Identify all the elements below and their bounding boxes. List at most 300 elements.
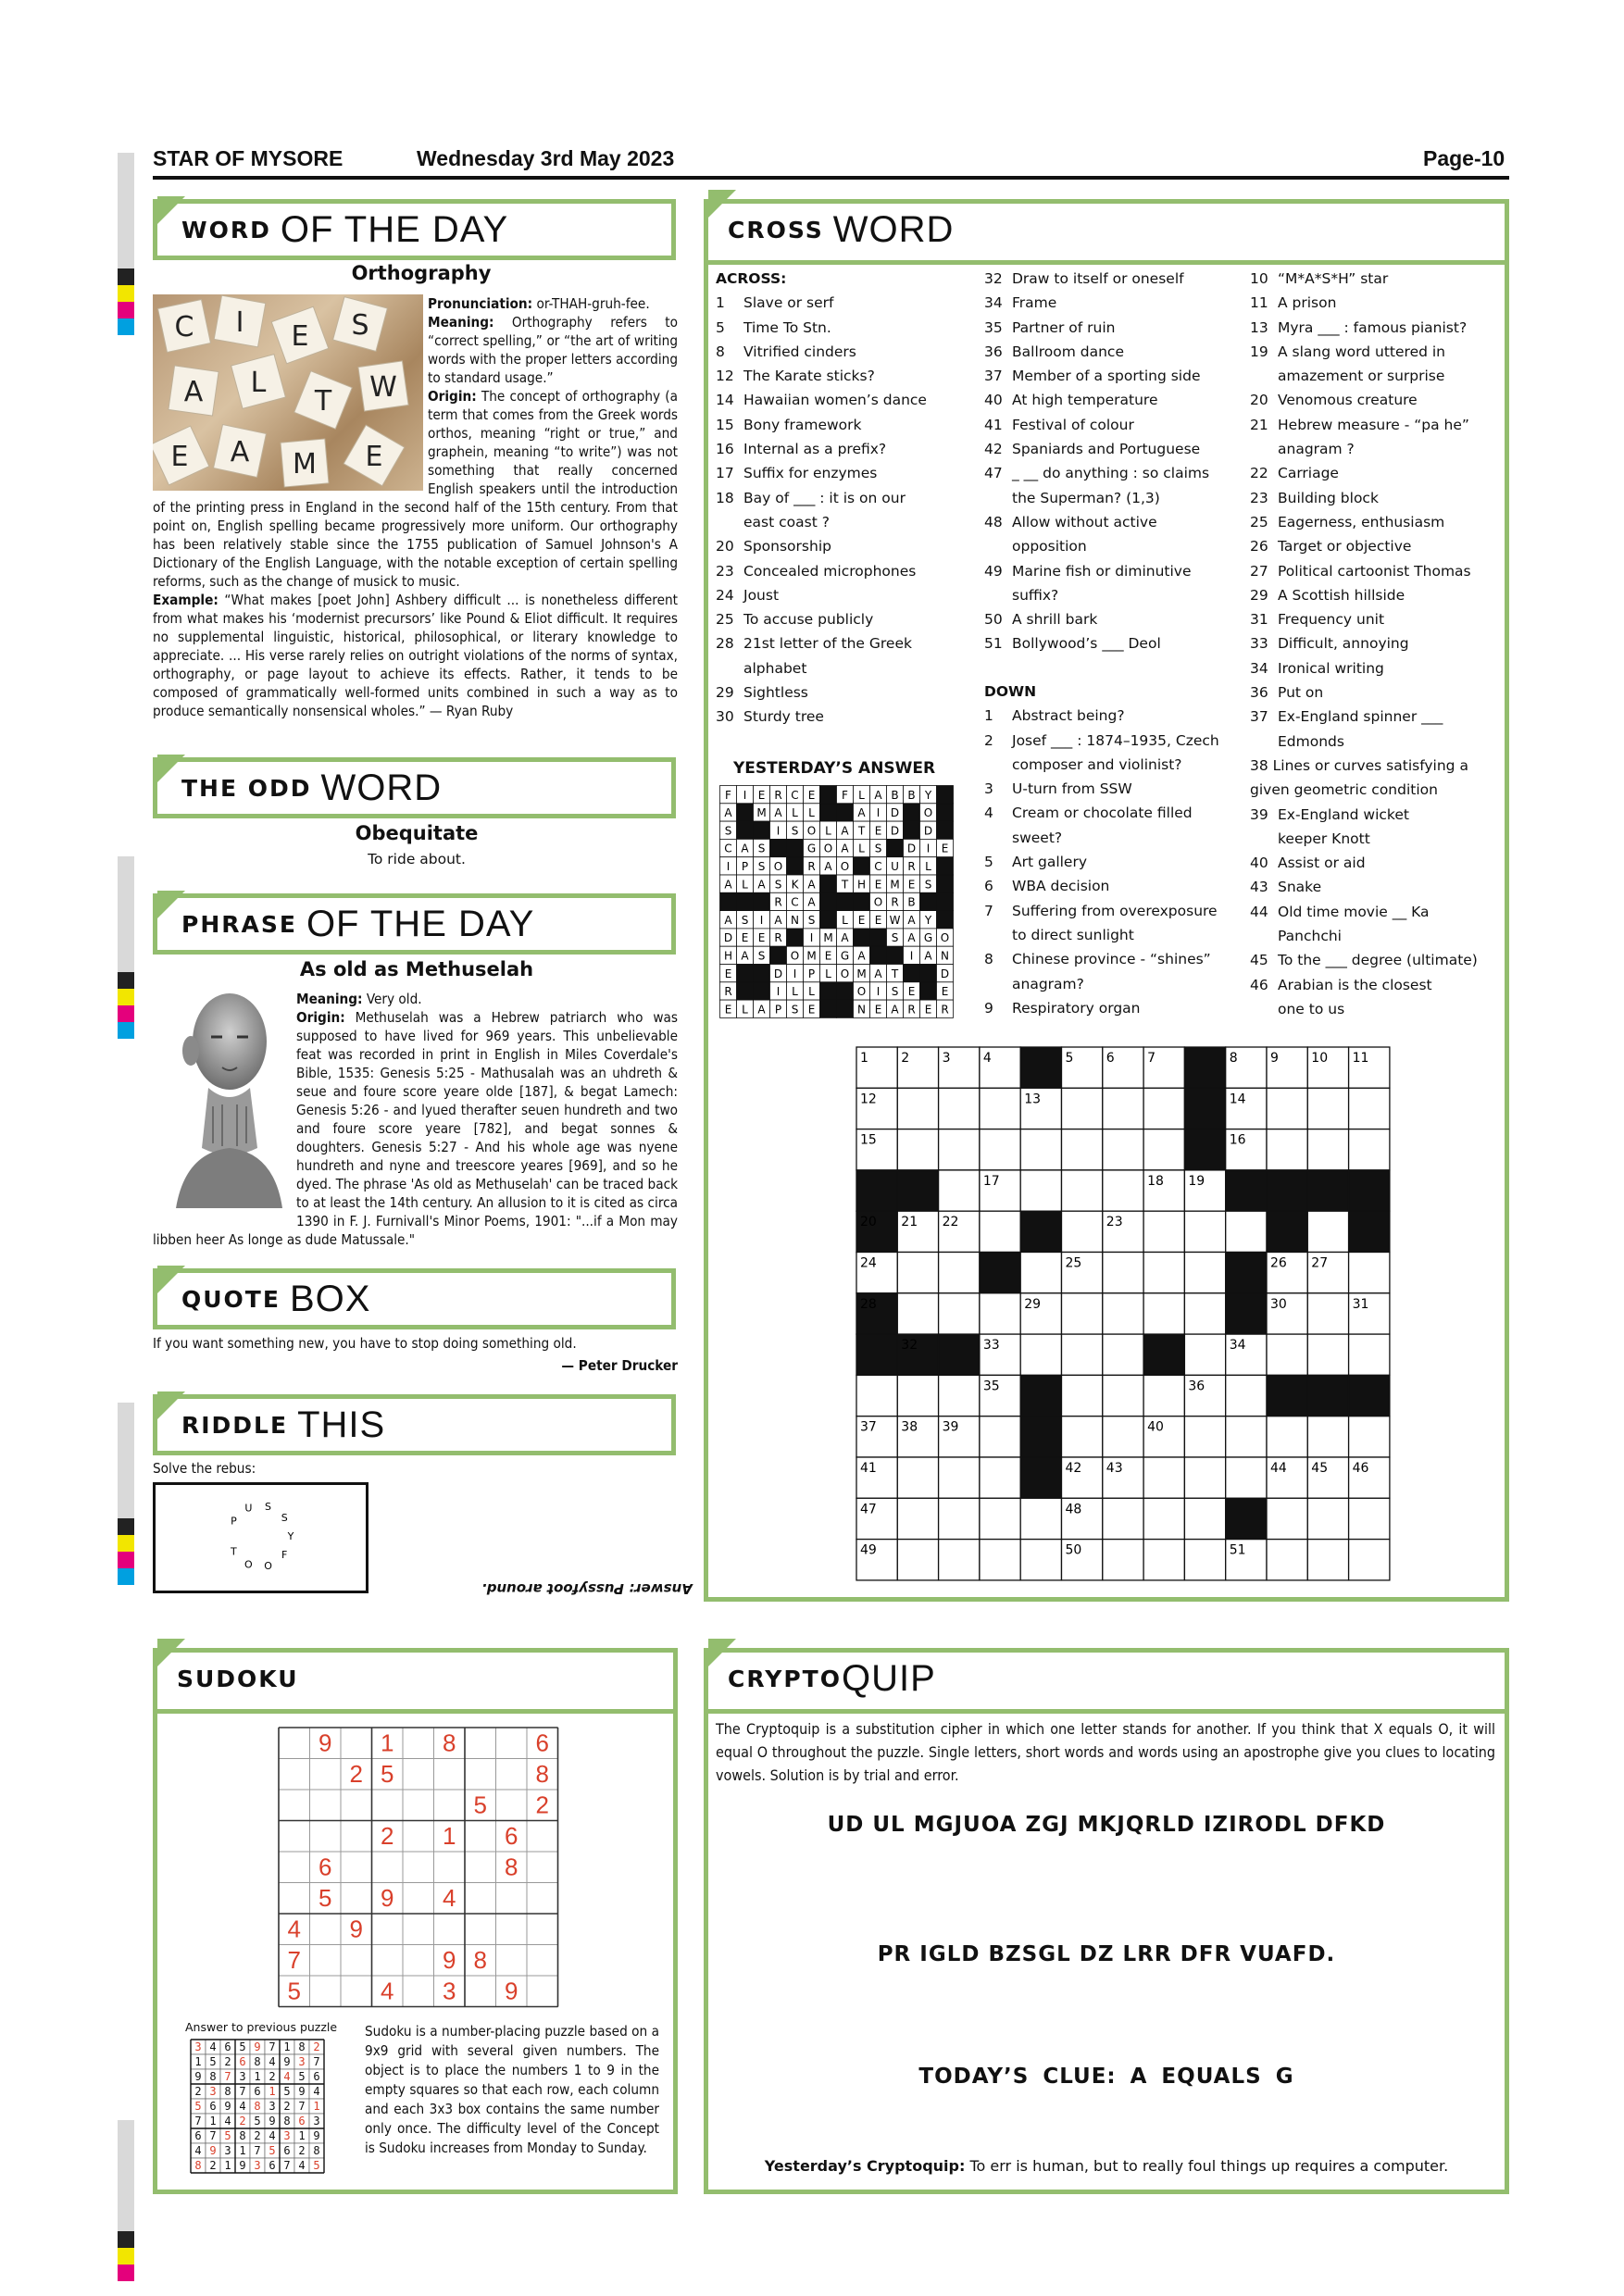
- registration-bar: [118, 153, 134, 268]
- crossword-cell[interactable]: [1103, 1293, 1143, 1334]
- crossword-cell[interactable]: [1143, 1129, 1184, 1170]
- sudoku-cell[interactable]: [403, 1852, 434, 1883]
- sudoku-cell[interactable]: [465, 1821, 496, 1853]
- crossword-cell[interactable]: [1267, 1088, 1307, 1129]
- crossword-cell[interactable]: [1307, 1211, 1348, 1252]
- yesterday-letter: L: [858, 842, 865, 855]
- sudoku-cell[interactable]: [279, 1759, 310, 1791]
- yesterday-letter: M: [856, 967, 867, 980]
- sudoku-cell[interactable]: [465, 1883, 496, 1915]
- sudoku-cell[interactable]: [310, 1976, 342, 2007]
- clue-text: Sturdy tree: [743, 708, 824, 726]
- sudoku-cell[interactable]: [372, 1852, 404, 1883]
- clue-number: [1250, 997, 1278, 1021]
- crossword-cell[interactable]: [1226, 1416, 1267, 1457]
- crossword-cell[interactable]: [1184, 1498, 1225, 1539]
- crossword-cell[interactable]: [1307, 1498, 1348, 1539]
- clue-number: 23: [716, 562, 734, 580]
- yesterday-letter: O: [823, 842, 833, 855]
- sudoku-cell[interactable]: [527, 1945, 558, 1977]
- crossword-cell[interactable]: [1307, 1293, 1348, 1334]
- crossword-cell[interactable]: [1349, 1334, 1390, 1375]
- rebus-circle: [156, 1485, 366, 1591]
- sudoku-cell[interactable]: [434, 1790, 466, 1821]
- crossword-cell[interactable]: [1307, 1129, 1348, 1170]
- clue-text: Draw to itself or oneself: [1012, 270, 1184, 287]
- crossword-cell[interactable]: [1020, 1540, 1061, 1580]
- crossword-cell[interactable]: [1184, 1211, 1225, 1252]
- sudoku-cell[interactable]: [403, 1728, 434, 1759]
- prev-digit: 4: [209, 2040, 217, 2053]
- clue-number: 34: [1250, 659, 1268, 677]
- sudoku-cell[interactable]: [403, 1914, 434, 1945]
- crossword-cell[interactable]: [1307, 1540, 1348, 1580]
- yesterday-letter: L: [742, 1003, 748, 1017]
- clue-text: Snake: [1278, 879, 1322, 896]
- sudoku-given: 9: [505, 1977, 518, 2005]
- cell-number: 23: [1106, 1215, 1123, 1230]
- crossword-cell[interactable]: [1020, 1253, 1061, 1293]
- sudoku-cell[interactable]: [403, 1759, 434, 1791]
- clue: [1250, 607, 1500, 631]
- cryptoquip-title: [704, 1648, 1509, 1709]
- crossword-cell[interactable]: [1267, 1540, 1307, 1580]
- clue-number: 25: [716, 611, 734, 629]
- clue-text: Put on: [1278, 684, 1324, 702]
- sudoku-grid[interactable]: [278, 1727, 560, 2009]
- crossword-cell[interactable]: [1307, 1416, 1348, 1457]
- svg-text:C: C: [174, 311, 194, 343]
- registration-cyan: [118, 1022, 134, 1039]
- sudoku-cell[interactable]: [403, 1945, 434, 1977]
- yesterday-answer-label: YESTERDAY’S ANSWER: [733, 759, 936, 778]
- sudoku-cell[interactable]: [527, 1821, 558, 1853]
- sudoku-cell[interactable]: [527, 1976, 558, 2007]
- svg-text:L: L: [250, 367, 267, 399]
- crossword-cell[interactable]: [1143, 1498, 1184, 1539]
- yesterday-letter: N: [791, 913, 799, 927]
- crossword-cell[interactable]: [939, 1293, 980, 1334]
- yesterday-cell: [737, 965, 754, 982]
- crossword-cell[interactable]: [1020, 1334, 1061, 1375]
- clue-text: Carriage: [1278, 465, 1339, 482]
- crossword-cell[interactable]: [1103, 1375, 1143, 1416]
- sudoku-cell[interactable]: [310, 1914, 342, 1945]
- yesterday-letter: I: [876, 806, 881, 820]
- crossword-cell[interactable]: [1307, 1334, 1348, 1375]
- yesterday-letter: R: [724, 985, 732, 999]
- crossword-cell[interactable]: [939, 1457, 980, 1498]
- crossword-cell[interactable]: [1349, 1416, 1390, 1457]
- prev-digit: 5: [239, 2040, 246, 2053]
- sudoku-given: 9: [349, 1915, 363, 1943]
- origin: Methuselah was a Hebrew patriarch who was supposed to have lived for 969 years. This unbelievable feat was recorded in print in English in Miles Coverdale's Bible, 1535: Genesis 5:25 - Mathusalah was an uhdreth & seue and foure score yeare olde [187], & begat Lamech: Genesis 5:26 - and lyued therafter seuen hundreth and two and foure score yeare [782], and begat sonnes & doughters. Genesis 5:27 - And his whole age was nyene hundreth and nyne and treescore yeares [969], and so he dyed. The phrase 'As old as Methuselah' can be traced back to at least the 14th century. An allusion to it is cited as circa 1390 in F. J. Furnivall's Minor Poems, 1901: "...if a Mon may libben heer As longe as dude Matussale.": [153, 1009, 678, 1248]
- rebus-letter: O: [244, 1558, 253, 1571]
- crossword-cell: [939, 1334, 980, 1375]
- crossword-cell[interactable]: [1267, 1416, 1307, 1457]
- clue-text: Bay of ___ : it is on our: [743, 489, 906, 506]
- crossword-cell[interactable]: [1184, 1457, 1225, 1498]
- sudoku-cell[interactable]: [372, 1914, 404, 1945]
- word-of-day-text: [153, 294, 678, 720]
- sudoku-cell[interactable]: [527, 1914, 558, 1945]
- clue-number: 31: [1250, 611, 1268, 629]
- riddle-title: [153, 1394, 676, 1455]
- sudoku-cell[interactable]: [310, 1821, 342, 1853]
- clue-text: Old time movie __ Ka: [1278, 903, 1430, 920]
- crossword-cell[interactable]: [897, 1375, 938, 1416]
- prev-digit: 2: [298, 2144, 306, 2157]
- prev-digit: 6: [298, 2115, 306, 2128]
- clue: [984, 801, 1243, 825]
- yesterday-cell: [787, 857, 804, 875]
- clue-text: Assist or aid: [1278, 855, 1366, 872]
- yesterday-letter: T: [891, 967, 899, 980]
- sudoku-cell[interactable]: [279, 1883, 310, 1915]
- crossword-cell[interactable]: [1143, 1540, 1184, 1580]
- clue-number: 36: [984, 343, 1003, 360]
- crossword-cell: [1307, 1170, 1348, 1211]
- clue: [716, 607, 975, 631]
- sudoku-cell[interactable]: [403, 1883, 434, 1915]
- corner-flag-icon: [157, 196, 185, 224]
- crossword-cell[interactable]: [1267, 1334, 1307, 1375]
- crossword-cell[interactable]: [939, 1498, 980, 1539]
- sudoku-cell[interactable]: [279, 1728, 310, 1759]
- yesterday-letter: S: [757, 842, 766, 855]
- yesterday-letter: E: [807, 1003, 816, 1017]
- corner-flag-icon: [157, 1391, 185, 1419]
- crossword-cell[interactable]: [1349, 1088, 1390, 1129]
- sudoku-cell[interactable]: [527, 1852, 558, 1883]
- clue-number: 25: [1250, 513, 1268, 530]
- yesterday-letter: S: [724, 824, 732, 838]
- clue-text: one to us: [1278, 1000, 1345, 1017]
- crossword-cell[interactable]: [980, 1129, 1020, 1170]
- crossword-cell[interactable]: [1143, 1457, 1184, 1498]
- crossword-cell[interactable]: [897, 1088, 938, 1129]
- clue-number: 22: [1250, 465, 1268, 482]
- yesterday-letter: A: [891, 1003, 899, 1017]
- yesterday-letter: B: [907, 788, 916, 802]
- crossword-cell[interactable]: [939, 1088, 980, 1129]
- crossword-cell: [856, 1170, 897, 1211]
- cell-number: 46: [1352, 1461, 1369, 1476]
- title-small: CROSS: [728, 216, 824, 243]
- crossword-cell[interactable]: [1062, 1334, 1103, 1375]
- crossword-cell[interactable]: [1226, 1457, 1267, 1498]
- sudoku-cell[interactable]: [465, 1728, 496, 1759]
- crossword-cell[interactable]: [980, 1457, 1020, 1498]
- crossword-cell[interactable]: [897, 1293, 938, 1334]
- sudoku-cell[interactable]: [341, 1852, 372, 1883]
- crossword-cell[interactable]: [1226, 1211, 1267, 1252]
- crossword-cell[interactable]: [980, 1540, 1020, 1580]
- crossword-cell[interactable]: [1062, 1375, 1103, 1416]
- prev-digit: 8: [194, 2159, 202, 2172]
- crossword-cell[interactable]: [939, 1129, 980, 1170]
- sudoku-cell[interactable]: [496, 1728, 528, 1759]
- clue-text: Eagerness, enthusiasm: [1278, 513, 1445, 530]
- meaning: Orthography refers to “correct spelling,” or “the art of writing words with the proper letters according to standard usage.”: [428, 314, 678, 386]
- title-small: CRYPTO: [728, 1665, 842, 1692]
- sudoku-cell[interactable]: [341, 1976, 372, 2007]
- svg-text:I: I: [235, 306, 244, 339]
- prev-digit: 4: [194, 2144, 202, 2157]
- clue: [1250, 754, 1500, 778]
- crossword-cell[interactable]: [1349, 1498, 1390, 1539]
- sudoku-cell[interactable]: [341, 1728, 372, 1759]
- prev-digit: 2: [283, 2100, 291, 2113]
- phrase-text: As old as Methuselah: [299, 958, 534, 980]
- clue: [1250, 875, 1500, 899]
- crossword-cell[interactable]: [1349, 1129, 1390, 1170]
- prev-digit: 7: [283, 2159, 291, 2172]
- yesterday-letter: A: [841, 824, 849, 838]
- crossword-cell[interactable]: [1267, 1498, 1307, 1539]
- crossword-cell[interactable]: [1184, 1293, 1225, 1334]
- clue: [1250, 997, 1500, 1021]
- yesterday-letter: M: [890, 878, 900, 892]
- cell-number: 36: [1188, 1379, 1206, 1394]
- clue-text: Spaniards and Portuguese: [1012, 441, 1201, 458]
- title-small: SUDOKU: [177, 1665, 299, 1692]
- sudoku-cell[interactable]: [341, 1945, 372, 1977]
- clue-text: amazement or surprise: [1278, 368, 1445, 385]
- clue-text: Myra ___ : famous pianist?: [1278, 318, 1468, 336]
- clue-number: 4: [984, 805, 993, 822]
- sudoku-cell[interactable]: [310, 1759, 342, 1791]
- sudoku-cell[interactable]: [372, 1790, 404, 1821]
- crossword-cell[interactable]: [1062, 1129, 1103, 1170]
- sudoku-cell[interactable]: [403, 1976, 434, 2007]
- sudoku-cell[interactable]: [403, 1821, 434, 1853]
- crossword-cell[interactable]: [897, 1498, 938, 1539]
- crossword-cell[interactable]: [1103, 1498, 1143, 1539]
- crossword-cell[interactable]: [1349, 1253, 1390, 1293]
- prev-digit: 9: [298, 2085, 306, 2098]
- prev-digit: 3: [224, 2144, 231, 2157]
- clue-number: 18: [716, 489, 734, 506]
- clue-number: 3: [984, 780, 993, 798]
- crossword-cell[interactable]: [980, 1088, 1020, 1129]
- sudoku-cell[interactable]: [496, 1790, 528, 1821]
- yesterday-letter: C: [791, 895, 799, 909]
- clue-text: Sponsorship: [743, 538, 831, 555]
- sudoku-cell[interactable]: [341, 1821, 372, 1853]
- registration-yellow: [118, 989, 134, 1005]
- sudoku-cell[interactable]: [434, 1914, 466, 1945]
- crossword-cell[interactable]: [1062, 1088, 1103, 1129]
- crossword-cell[interactable]: [1184, 1253, 1225, 1293]
- clue-text: 21st letter of the Greek: [743, 635, 912, 653]
- sudoku-cell[interactable]: [279, 1852, 310, 1883]
- prev-digit: 1: [224, 2159, 231, 2172]
- yesterday-letter: A: [724, 878, 732, 892]
- crossword-cell[interactable]: [1020, 1498, 1061, 1539]
- clue: [716, 583, 975, 607]
- crossword-cell[interactable]: [897, 1457, 938, 1498]
- clue: [1250, 388, 1500, 412]
- crossword-cell[interactable]: [939, 1253, 980, 1293]
- sudoku-cell[interactable]: [341, 1790, 372, 1821]
- odd-word: Obequitate: [355, 822, 479, 844]
- crossword-cell[interactable]: [1143, 1088, 1184, 1129]
- sudoku-cell[interactable]: [496, 1883, 528, 1915]
- yesterday-cell: [837, 982, 854, 1000]
- yesterday-cryptoquip-label: Yesterday’s Cryptoquip:: [764, 2157, 966, 2175]
- crossword-cell[interactable]: [1143, 1375, 1184, 1416]
- clue-text: Concealed microphones: [743, 562, 917, 580]
- crossword-cell[interactable]: [1062, 1416, 1103, 1457]
- clue-number: 40: [984, 392, 1003, 409]
- crossword-cell[interactable]: [939, 1170, 980, 1211]
- crossword-cell[interactable]: [980, 1293, 1020, 1334]
- crossword-cell[interactable]: [897, 1540, 938, 1580]
- clue: [984, 316, 1243, 340]
- sudoku-cell[interactable]: [434, 1759, 466, 1791]
- sudoku-cell[interactable]: [434, 1852, 466, 1883]
- crossword-cell[interactable]: [1103, 1253, 1143, 1293]
- clue-text: At high temperature: [1012, 392, 1158, 409]
- yesterday-letter: O: [773, 860, 783, 873]
- registration-cyan: [118, 318, 134, 335]
- prev-digit: 7: [224, 2070, 231, 2083]
- clue: [1250, 730, 1500, 754]
- prev-digit: 5: [269, 2144, 276, 2157]
- crossword-cell[interactable]: [1307, 1088, 1348, 1129]
- yesterday-letter: P: [807, 967, 816, 980]
- prev-digit: 6: [194, 2129, 202, 2142]
- clue-number: 26: [1250, 538, 1268, 555]
- prev-digit: 5: [313, 2159, 320, 2172]
- sudoku-given: 2: [349, 1760, 363, 1788]
- crossword-cell[interactable]: [856, 1375, 897, 1416]
- crossword-cell[interactable]: [1062, 1170, 1103, 1211]
- cell-number: 7: [1147, 1051, 1156, 1066]
- clue-text: Slave or serf: [743, 294, 834, 312]
- cell-number: 35: [982, 1379, 1000, 1394]
- clue-number: 14: [716, 392, 734, 409]
- sudoku-cell[interactable]: [527, 1883, 558, 1915]
- crossword-cell[interactable]: [1143, 1253, 1184, 1293]
- cell-number: 24: [860, 1255, 877, 1271]
- yesterday-letter: U: [891, 860, 899, 873]
- yesterday-cell: [870, 946, 887, 964]
- clue-number: 6: [984, 878, 993, 895]
- yesterday-cell: [754, 982, 770, 1000]
- clue-number: 19: [1250, 343, 1268, 360]
- crossword-cell[interactable]: [1062, 1211, 1103, 1252]
- clue: [984, 437, 1243, 461]
- cell-number: 12: [860, 1092, 877, 1107]
- crossword-cell: [1267, 1170, 1307, 1211]
- crossword-cell[interactable]: [939, 1375, 980, 1416]
- prev-digit: 1: [239, 2144, 246, 2157]
- crossword-grid[interactable]: [856, 1046, 1393, 1583]
- sudoku-cell[interactable]: [279, 1821, 310, 1853]
- prev-digit: 4: [298, 2159, 306, 2172]
- yesterday-letter: D: [723, 931, 733, 945]
- clue-number: 16: [716, 441, 734, 458]
- sudoku-cell[interactable]: [279, 1790, 310, 1821]
- prev-digit: 1: [298, 2129, 306, 2142]
- clue-number: 15: [716, 416, 734, 433]
- yesterday-cell: [820, 804, 837, 821]
- sudoku-cell[interactable]: [496, 1914, 528, 1945]
- crossword-cell[interactable]: [1184, 1416, 1225, 1457]
- cell-number: 8: [1229, 1051, 1238, 1066]
- yesterday-letter: N: [941, 949, 949, 963]
- sudoku-cell[interactable]: [403, 1790, 434, 1821]
- crossword-cell[interactable]: [1226, 1375, 1267, 1416]
- crossword-cell[interactable]: [897, 1129, 938, 1170]
- crossword-cell[interactable]: [897, 1253, 938, 1293]
- crossword-cell[interactable]: [1267, 1129, 1307, 1170]
- clue-number: 30: [716, 708, 734, 726]
- sudoku-cell[interactable]: [372, 1945, 404, 1977]
- crossword-cell[interactable]: [1103, 1170, 1143, 1211]
- clue-text: 38 Lines or curves satisfying a: [1250, 756, 1468, 774]
- sudoku-cell[interactable]: [496, 1945, 528, 1977]
- crossword-cell[interactable]: [1103, 1540, 1143, 1580]
- clue-text: Member of a sporting side: [1012, 368, 1201, 385]
- crossword-cell[interactable]: [1020, 1129, 1061, 1170]
- crossword-cell[interactable]: [980, 1211, 1020, 1252]
- crossword-cell[interactable]: [1143, 1293, 1184, 1334]
- crossword-cell[interactable]: [939, 1540, 980, 1580]
- crossword-cell[interactable]: [1020, 1170, 1061, 1211]
- clue-number: 39: [1250, 805, 1268, 823]
- sudoku-cell[interactable]: [465, 1852, 496, 1883]
- clue-number: 23: [1250, 489, 1268, 506]
- crossword-cell[interactable]: [1184, 1540, 1225, 1580]
- prev-digit: 2: [313, 2040, 320, 2053]
- crossword-cell[interactable]: [1349, 1540, 1390, 1580]
- crossword-cell[interactable]: [1143, 1211, 1184, 1252]
- clue: [984, 267, 1243, 291]
- crossword-cell[interactable]: [1062, 1293, 1103, 1334]
- crossword-cell[interactable]: [980, 1416, 1020, 1457]
- crossword-cell[interactable]: [1184, 1334, 1225, 1375]
- crossword-cell[interactable]: [1103, 1334, 1143, 1375]
- title-divider: [708, 260, 1505, 265]
- sudoku-cell[interactable]: [465, 1976, 496, 2007]
- sudoku-cell[interactable]: [341, 1883, 372, 1915]
- sudoku-cell[interactable]: [496, 1759, 528, 1791]
- rebus-letter: Y: [287, 1530, 294, 1542]
- crossword-cell[interactable]: [1103, 1129, 1143, 1170]
- sudoku-cell[interactable]: [310, 1790, 342, 1821]
- yesterday-cell: [754, 892, 770, 910]
- crossword-cell: [1184, 1047, 1225, 1088]
- rebus-letter: P: [231, 1515, 237, 1528]
- cell-number: 15: [860, 1132, 877, 1148]
- crossword-cell[interactable]: [1103, 1416, 1143, 1457]
- sudoku-cell[interactable]: [310, 1945, 342, 1977]
- clue-text: Ballroom dance: [1012, 343, 1124, 360]
- clue: [716, 656, 975, 680]
- crossword-cell[interactable]: [980, 1498, 1020, 1539]
- prev-digit: 7: [194, 2115, 202, 2128]
- sudoku-cell[interactable]: [465, 1914, 496, 1945]
- crossword-cell[interactable]: [1103, 1088, 1143, 1129]
- prev-digit: 9: [239, 2159, 246, 2172]
- clue: [1250, 680, 1500, 705]
- sudoku-cell[interactable]: [465, 1759, 496, 1791]
- clue: [1250, 267, 1500, 291]
- clue-text: A slang word uttered in: [1278, 343, 1446, 360]
